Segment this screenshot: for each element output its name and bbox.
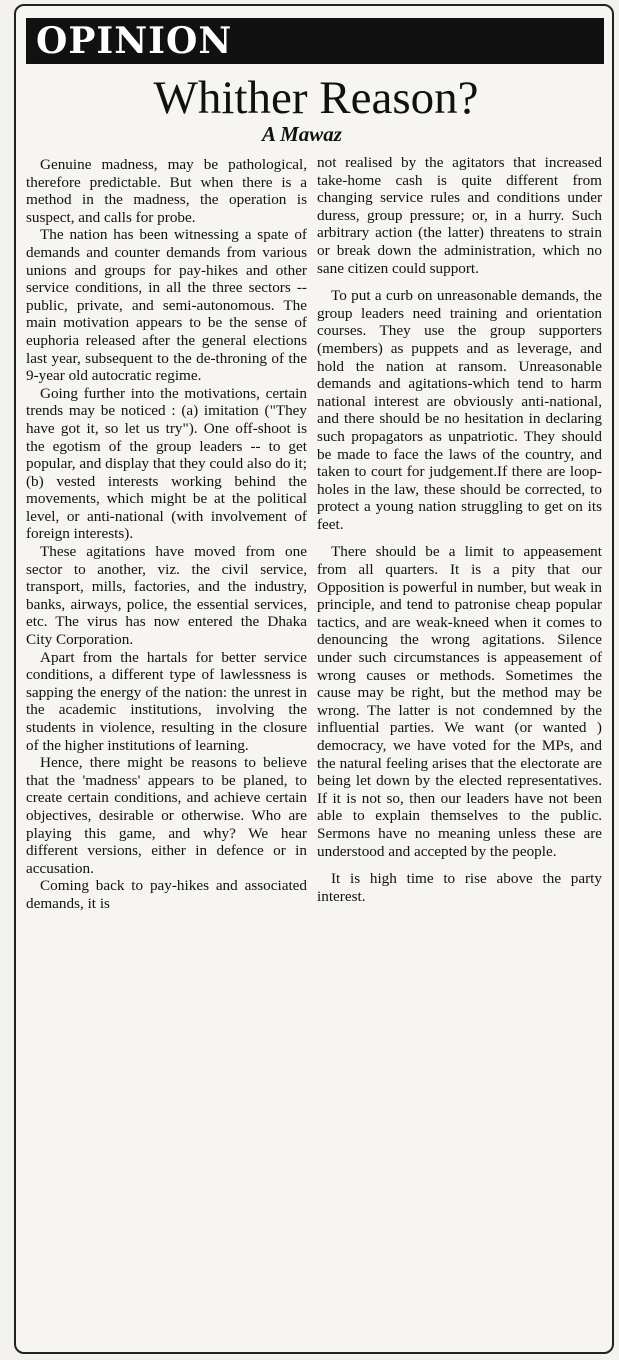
section-label: OPINION [36,20,233,62]
paragraph: Apart from the hartals for better service conditions, a different type of lawlessness is sapping the energy of the nation: the unrest in the academic institutions, involving the students in violence, resulting in the closure of the higher institutions of learning. [26,648,307,754]
paragraph: Genuine madness, may be pathological, therefore predictable. But when there is a method in the madness, the operation is suspect, and calls for probe. [26,156,307,226]
byline: A Mawaz [262,122,342,146]
headline: Whither Reason? [153,72,479,124]
paragraph: There should be a limit to appeasement from all quarters. It is a pity that our Opposition is powerful in number, but weak in principle, and tend to patronise cheap popular tactics, and are weak-kneed when it comes to denouncing the wrong agitations. Silence under such circumstances is appeasement of wrong causes or methods. Sometimes the cause may be right, but the method may be wrong. The latter is not condemned by the influential parties. We want (or wanted ) democracy, we have voted for the MPs, and the natural feeling arises that the electorate are being let down by the elected representatives. If it is not so, then our leaders have not been able to explain themselves to the public. Sermons have no meaning unless these are understood and accepted by the people. [317,543,602,860]
paragraph: These agitations have moved from one sector to another, viz. the civil service, transport, mills, factories, and the industry, banks, airways, police, the essential services, etc. The virus has now entered the Dhaka City Corporation. [26,543,307,649]
section-banner [26,18,604,64]
newspaper-clipping [14,4,614,1354]
paragraph: The nation has been witnessing a spate of demands and counter demands from various unions and groups for pay-hikes and other service conditions, in all the three sectors -- public, private, and semi-autonomous. The main motivation appears to be the sense of euphoria released after the general elections last year, subsequent to the de-throning of the 9-year old autocratic regime. [26,226,307,385]
paragraph: Going further into the motivations, certain trends may be noticed : (a) imitation ("They have got it, so let us try"). One off-shoot is the egotism of the group leaders -- to get popular, and display that they could also do it; (b) vested interests working behind the movements, which might be at the political level, or anti-national (with involvement of foreign interests). [26,384,307,543]
paragraph: Hence, there might be reasons to believe that the 'madness' appears to be planed, to create certain conditions, and achieve certain objectives, desirable or otherwise. Who are playing this game, and why? We hear different versions, either in defence or in accusation. [26,754,307,877]
right-column [317,154,602,905]
left-column [26,156,307,913]
paragraph: Coming back to pay-hikes and associated demands, it is [26,877,307,912]
paragraph: To put a curb on unreasonable demands, the group leaders need training and orientation courses. They use the group supporters (members) as puppets and as leverage, and hold the nation at ransom. Unreasonable demands and agitations-which tend to harm national interest are obviously anti-national, and there should be no hesitation in declaring such propagators as unpatriotic. They should be made to face the laws of the country, and taken to court for judgement.If there are loop-holes in the law, these should be corrected, to protect a young nation struggling to get on its feet. [317,287,602,533]
paragraph: It is high time to rise above the party interest. [317,870,602,905]
paragraph: not realised by the agitators that increased take-home cash is quite different from changing service rules and conditions under duress, group pressure; or, in a hurry. Such arbitrary action (the latter) threatens to strain or break down the administration, which no sane citizen could support. [317,154,602,277]
